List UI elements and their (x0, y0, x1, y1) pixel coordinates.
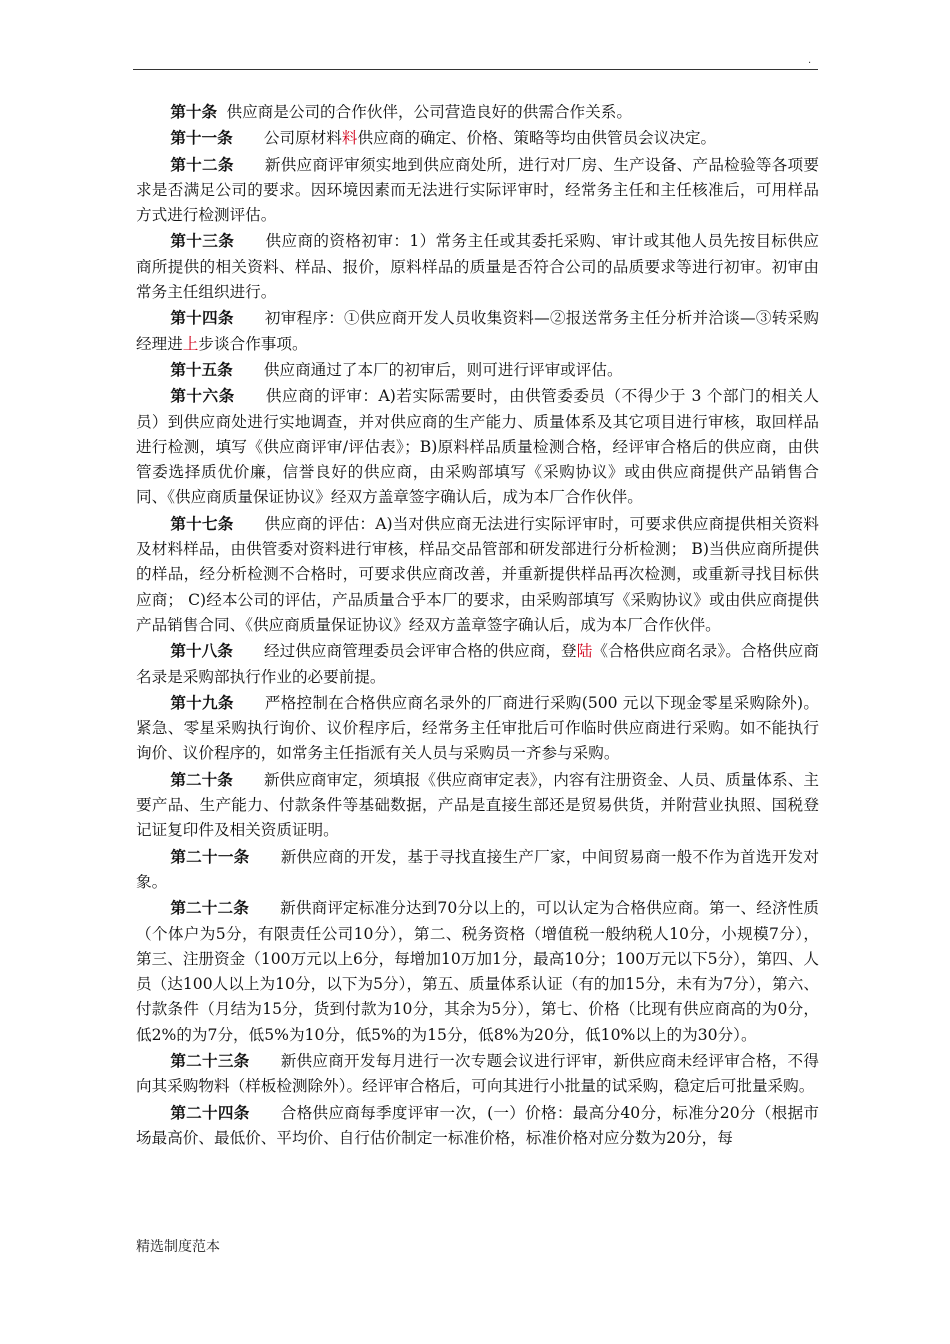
article-text: 初审程序：①供应商开发人员收集资料—②报送常务主任分析并洽谈—③转采购经理进 (136, 309, 819, 353)
article-title: 第十五条 (170, 359, 233, 379)
article-text: 《合格供应商名录》。合格供应商名录是采购部执行作业的必要前提。 (136, 642, 819, 686)
article-text: 供应商是公司的合作伙伴，公司营造良好的供需合作关系。 (226, 103, 632, 121)
article-paragraph (136, 690, 819, 767)
article-paragraph (136, 125, 819, 151)
article-paragraph (136, 767, 819, 844)
article-paragraph (136, 844, 819, 896)
article-title: 第十条 (170, 102, 218, 121)
article-paragraph (136, 305, 819, 357)
article-paragraph (136, 1100, 819, 1152)
article-text: 新供应商开发每月进行一次专题会议进行评审，新供应商未经评审合格，不得向其采购物料（样板检测除外）。经评审合格后，可向其进行小批量的试采购，稳定后可批量采购。 (136, 1051, 819, 1096)
article-title: 第二十三条 (170, 1050, 250, 1070)
article-title: 第十二条 (170, 154, 234, 174)
article-text: 公司原材料 (263, 129, 342, 148)
article-title: 第十八条 (170, 641, 233, 661)
article-highlight-text: 陆 (576, 642, 593, 661)
article-text: 供应商的资格初审：1）常务主任或其委托采购、审计或其他人员先按目标供应商所提供的相关资料、样品、报价，原料样品的质量是否符合公司的品质要求等进行初审。初审由常务主任组织进行。 (136, 232, 819, 302)
article-title: 第二十四条 (170, 1102, 250, 1122)
article-paragraph (136, 383, 819, 510)
article-text: 供应商的评审：A)若实际需要时，由供管委委员（不得少于 3 个部门的相关人员）到供应商处进行实地调查，并对供应商的生产能力、质量体系及其它项目进行审核，取回样品进行检测，填写《供应商评审/评估表》；B)原料样品质量检测合格，经评审合格后的供应商，由供管委选择质优价廉，信誉良好的供应商，由采购部填写《采购协议》或由供应商提供产品销售合同、《供应商质量保证协议》经双方盖章签字确认后，成为本厂合作伙伴。 (136, 387, 819, 507)
article-paragraph (136, 1048, 819, 1100)
footer-label: 精选制度范本 (136, 1239, 220, 1255)
article-text: 供应商通过了本厂的初审后，则可进行评审或评估。 (263, 360, 623, 379)
article-text: 新供应商审定，须填报《供应商审定表》，内容有注册资金、人员、质量体系、主要产品、生产能力、付款条件等基础数据，产品是直接生部还是贸易供货，并附营业执照、国税登记证复印件及相关资质证明。 (136, 770, 819, 840)
article-text: 供应商的确定、价格、策略等均由供管员会议决定。 (357, 129, 717, 148)
document-body (136, 99, 819, 1151)
article-text: 供应商的评估：A)当对供应商无法进行实际评审时，可要求供应商提供相关资料及材料样品，由供管委对资料进行审核，样品交品管部和研发部进行分析检测； B)当供应商所提供的样品，经分析检测不合格时，可要求供应商改善，并重新提供样品再次检测，或重新寻找目标供应商； C)经本公司的评估，产品质量合乎本厂的要求，由采购部填写《采购协议》或由供应商提供产品销售合同、《供应商质量保证协议》经双方盖章签字确认后，成为本厂合作伙伴。 (136, 514, 819, 634)
header-mark: . (808, 55, 812, 66)
article-title: 第二十一条 (170, 846, 250, 866)
article-title: 第二十二条 (170, 898, 249, 918)
article-paragraph (136, 99, 819, 125)
article-title: 第十七条 (170, 513, 234, 533)
article-text: 新供商评定标准分达到70分以上的，可以认定为合格供应商。第一、经济性质（个体户为5分，有限责任公司10分），第二、税务资格（增值税一般纳税人10分，小规模7分），第三、注册资金（100万元以上6分，每增加10万加1分，最高10分；100万元以下5分），第四、人员（达100人以上为10分，以下为5分），第五、质量体系认证（有的加15分，未有为7分），第六、付款条件（月结为15分，货到付款为10分，其余为5分），第七、价格（比现有供应商高的为0分，低2%的为7分，低5%为10分，低5%的为15分，低8%为20分，低10%以上的为30分）。 (136, 899, 819, 1044)
article-title: 第十四条 (170, 308, 234, 328)
article-text: 合格供应商每季度评审一次，(一）价格：最高分40分，标准分20分（根据市场最高价、最低价、平均价、自行估价制定一标准价格，标准价格对应分数为20分，每 (136, 1103, 819, 1147)
article-text: 步谈合作事项。 (198, 334, 308, 353)
article-paragraph (136, 152, 819, 229)
article-text: 严格控制在合格供应商名录外的厂商进行采购(500 元以下现金零星采购除外)。紧急、零星采购执行询价、议价程序后，经常务主任审批后可作临时供应商进行采购。如不能执行询价、议价程序的，如常务主任指派有关人员与采购员一齐参与采购。 (136, 693, 819, 763)
article-text: 新供应商评审须实地到供应商处所，进行对厂房、生产设备、产品检验等各项要求是否满足公司的要求。因环境因素而无法进行实际评审时，经常务主任和主任核准后，可用样品方式进行检测评估。 (136, 155, 819, 225)
article-paragraph (136, 357, 819, 383)
article-paragraph (136, 895, 819, 1048)
article-highlight-text: 料 (341, 129, 358, 148)
article-title: 第十九条 (170, 692, 234, 712)
article-text: 新供应商的开发，基于寻找直接生产厂家，中间贸易商一般不作为首选开发对象。 (136, 847, 819, 891)
article-text: 经过供应商管理委员会评审合格的供应商，登 (264, 642, 577, 661)
article-paragraph (136, 511, 819, 638)
article-title: 第十一条 (170, 128, 233, 148)
article-highlight-text: 上 (182, 334, 199, 353)
article-title: 第二十条 (170, 769, 233, 789)
article-paragraph (136, 638, 819, 690)
article-title: 第十三条 (170, 231, 235, 251)
article-paragraph (136, 228, 819, 305)
header-rule (133, 69, 818, 70)
article-title: 第十六条 (170, 386, 235, 406)
